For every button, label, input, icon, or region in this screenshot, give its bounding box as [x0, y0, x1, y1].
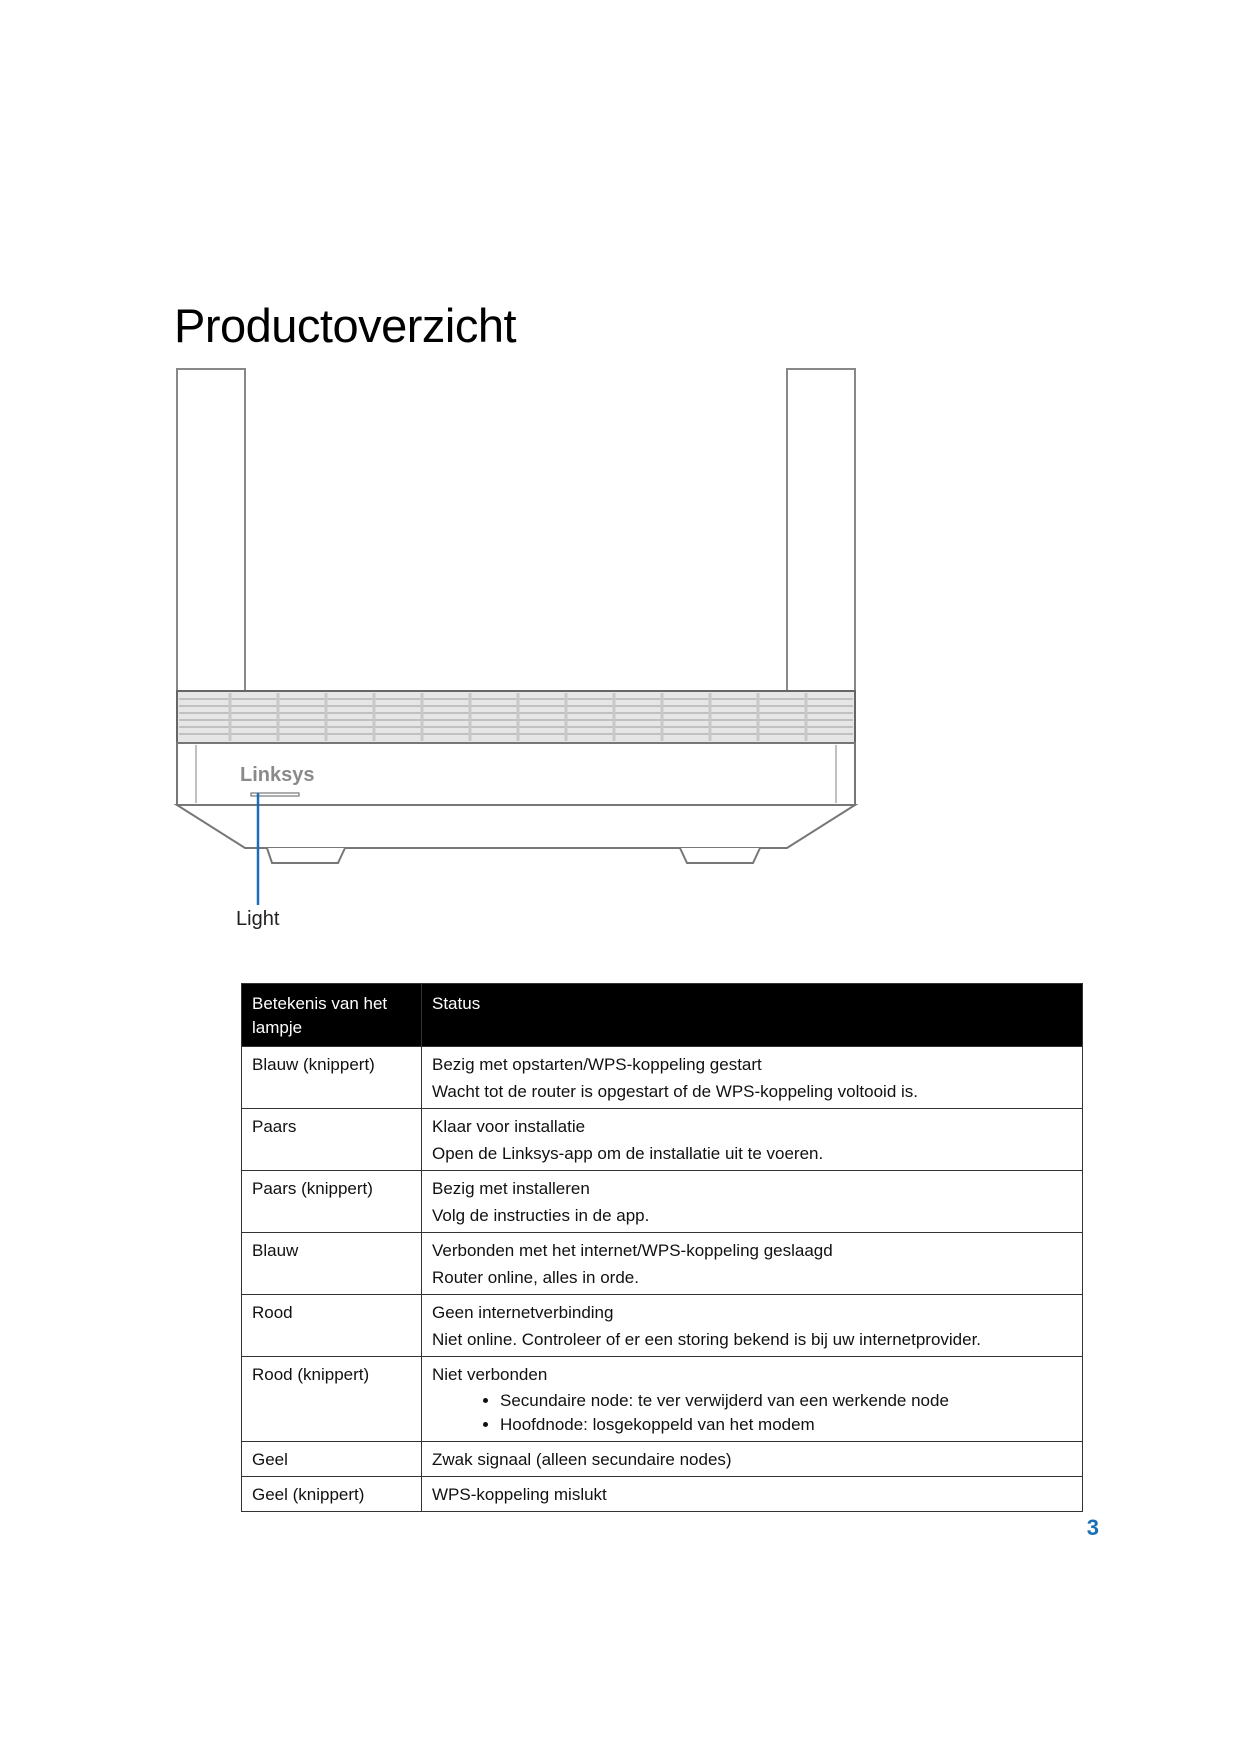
- status-cell: Zwak signaal (alleen secundaire nodes): [422, 1442, 1083, 1477]
- status-title: Bezig met installeren: [432, 1179, 590, 1198]
- table-row: [242, 1109, 1083, 1171]
- light-callout-label: Light: [236, 908, 280, 930]
- status-title: Klaar voor installatie: [432, 1117, 586, 1136]
- light-cell: Geel (knippert): [242, 1477, 422, 1512]
- light-cell: Blauw: [242, 1233, 422, 1295]
- table-row: [242, 1357, 1083, 1442]
- status-cell: [422, 1047, 1083, 1109]
- table-row: [242, 1295, 1083, 1357]
- light-status-table: [241, 983, 1083, 1512]
- light-cell: Paars: [242, 1109, 422, 1171]
- brand-logo: Linksys: [240, 764, 315, 786]
- status-description: Wacht tot de router is opgestart of de WPS-koppeling voltooid is.: [432, 1082, 919, 1101]
- status-description: Volg de instructies in de app.: [432, 1206, 650, 1225]
- vent-grille: [177, 691, 855, 743]
- status-cell: [422, 1171, 1083, 1233]
- status-cell: [422, 1233, 1083, 1295]
- list-item: • Secundaire node: te ver verwijderd van een werkende node: [500, 1389, 1072, 1413]
- header-status: Status: [422, 984, 1083, 1047]
- table-header-row: [242, 984, 1083, 1047]
- header-light-meaning: Betekenis van het lampje: [242, 984, 422, 1047]
- status-title: Niet verbonden: [432, 1365, 548, 1384]
- table-row: [242, 1477, 1083, 1512]
- light-cell: Paars (knippert): [242, 1171, 422, 1233]
- table-row: [242, 1171, 1083, 1233]
- status-cell: [422, 1357, 1083, 1442]
- status-cell: [422, 1109, 1083, 1171]
- status-bullet-list: [432, 1389, 1072, 1437]
- status-cell: WPS-koppeling mislukt: [422, 1477, 1083, 1512]
- table-row: [242, 1233, 1083, 1295]
- status-description: Niet online. Controleer of er een storing bekend is bij uw internetprovider.: [432, 1330, 982, 1349]
- status-description: Open de Linksys-app om de installatie uit te voeren.: [432, 1144, 824, 1163]
- light-cell: Geel: [242, 1442, 422, 1477]
- page-title: Productoverzicht: [174, 299, 517, 352]
- status-description: Router online, alles in orde.: [432, 1268, 639, 1287]
- table-row: [242, 1047, 1083, 1109]
- status-title: Geen internetverbinding: [432, 1303, 614, 1322]
- light-cell: Rood (knippert): [242, 1357, 422, 1442]
- status-title: Verbonden met het internet/WPS-koppeling geslaagd: [432, 1241, 833, 1260]
- router-body: [177, 743, 855, 863]
- list-item: • Hoofdnode: losgekoppeld van het modem: [500, 1413, 1072, 1437]
- status-title: Bezig met opstarten/WPS-koppeling gestart: [432, 1055, 762, 1074]
- table-row: [242, 1442, 1083, 1477]
- router-drawing: [170, 360, 870, 950]
- status-cell: [422, 1295, 1083, 1357]
- light-cell: Blauw (knippert): [242, 1047, 422, 1109]
- right-antenna: [787, 369, 855, 693]
- page-number: 3: [1086, 1515, 1099, 1540]
- left-antenna: [177, 369, 245, 693]
- router-illustration: [170, 360, 870, 950]
- light-cell: Rood: [242, 1295, 422, 1357]
